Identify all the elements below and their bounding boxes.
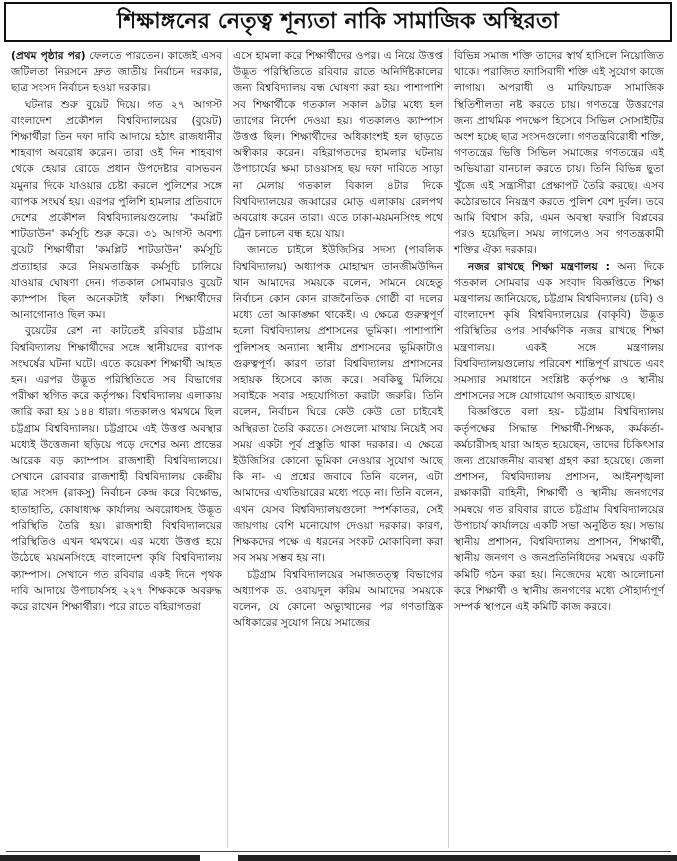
paragraph bbox=[454, 404, 664, 615]
article-body bbox=[6, 48, 671, 848]
paragraph bbox=[233, 567, 443, 632]
column-3 bbox=[448, 48, 669, 848]
paragraph bbox=[454, 48, 664, 259]
paragraph bbox=[11, 323, 222, 615]
paragraph-text: অন্য দিকে গতকাল সোমবার এক সংবাদ বিজ্ঞপ্তিতে শিক্ষা মন্ত্রণালয় জানিয়েছে, চট্টগ্রাম বিশ্ববিদ্যালয় (চবি) ও বাংলাদেশ কৃষি বিশ্ববিদ্যালয়ের (বাকৃবি) উদ্ভূত পরিস্থিতির ওপর সার্বক্ষণিক নজর রাখছে শিক্ষা মন্ত্রণালয়। একই সঙ্গে মন্ত্রণালয় বিশ্ববিদ্যালয়গুলোয় পরিবেশ শান্তিপূর্ণ রাখতে এবং সমস্যার সমাধানে সংশ্লিষ্ট কর্তৃপক্ষ ও স্থানীয় প্রশাসনের সঙ্গে যোগাযোগ অব্যাহত রাখছে। bbox=[454, 260, 664, 403]
bottom-rule bbox=[6, 851, 671, 852]
footer-bar-left bbox=[0, 855, 200, 861]
paragraph bbox=[233, 242, 443, 566]
headline-box bbox=[4, 2, 672, 42]
paragraph-text: বুয়েটের রেশ না কাটতেই রবিবার চট্টগ্রাম বিশ্ববিদ্যালয় শিক্ষার্থীদের সঙ্গে স্থানীয়দের ব্যাপক সংঘর্ষের ঘটনা ঘটে। এতে কয়েকশ শিক্ষার্থী আহত হন। এরপর উদ্ভূত পরিস্থিতিতে সব বিভাগের পরীক্ষা স্থগিত করে কর্তৃপক্ষ। বিশ্ববিদ্যালয় এলাকায় জারি করা হয় ১৪৪ ধারা। গতকালও থমথমে ছিল চট্টগ্রাম বিশ্ববিদ্যালয়। চট্টগ্রামে এই উত্তপ্ত অবস্থার মধ্যেই উত্তেজনা ছড়িয়ে পড়ে দেশের অন্য প্রান্তের আরেক বড় ক্যাম্পাস রাজশাহী বিশ্ববিদ্যালয়ে। সেখানে রোববার রাজশাহী বিশ্ববিদ্যালয় কেন্দ্রীয় ছাত্র সংসদ (রাকসু) নির্বাচন কেন্দ্র করে বিক্ষোভ, হাতাহাতি, কোষাধ্যক্ষ কার্যালয় অবরোধসহ উদ্ভূত পরিস্থিতি তৈরি হয়। রাজশাহী বিশ্ববিদ্যালয়ের পরিস্থিতিও এখন থমথমে। এর মধ্যে উত্তপ্ত হয়ে উঠেছে ময়মনসিংহে বাংলাদেশ কৃষি বিশ্ববিদ্যালয় ক্যাম্পাস। সেখানে গত রবিবার একই দিনে পৃথক দাবি আদায়ে উপাচার্যসহ ২২৭ শিক্ষককে অবরুদ্ধ করে রাখেন শিক্ষার্থীরা। পরে রাতে বহিরাগতরা bbox=[11, 325, 222, 613]
column-1 bbox=[6, 48, 227, 848]
paragraph-text: ফেলতে পারতেন। কাজেই এসব জটিলতা নিরসনে দ্রুত জাতীয় নির্বাচন দরকার, ছাত্র সংসদ নির্বাচন হওয়া দরকার। bbox=[11, 50, 222, 95]
headline: শিক্ষাঙ্গনের নেতৃত্ব শূন্যতা নাকি সামাজিক অস্থিরতা bbox=[116, 7, 560, 34]
paragraph bbox=[11, 97, 222, 324]
subheading: নজর রাখছে শিক্ষা মন্ত্রণালয় : bbox=[468, 260, 610, 273]
continuation-marker: (প্রথম পৃষ্ঠার পর) bbox=[11, 50, 86, 62]
page-footer-bars bbox=[0, 853, 677, 861]
column-2 bbox=[227, 48, 448, 848]
paragraph-text: বিজ্ঞপ্তিতে বলা হয়- চট্টগ্রাম বিশ্ববিদ্যালয় কর্তৃপক্ষের সিদ্ধান্ত শিক্ষার্থী-শিক্ষক, কর্মকর্তা-কর্মচারীসহ যারা আহত হয়েছেন, তাদের চিকিৎসার জন্য প্রয়োজনীয় ব্যবস্থা গ্রহণ করা হয়েছে। জেলা প্রশাসন, বিশ্ববিদ্যালয় প্রশাসন, আইনশৃঙ্খলা রক্ষাকারী বাহিনী, শিক্ষার্থী ও স্থানীয় জনগণের সমন্বয়ে গত রবিবার রাতে চট্টগ্রাম বিশ্ববিদ্যালয়ের উপাচার্য কার্যালয়ে একটি সভা অনুষ্ঠিত হয়। সভায় স্থানীয় প্রশাসন, বিশ্ববিদ্যালয় প্রশাসন, শিক্ষার্থী, স্থানীয় জনগণ ও জনপ্রতিনিধিদের সমন্বয়ে একটি কমিটি গঠন করা হয়। নিজেদের মধ্যে আলোচনা করে শিক্ষার্থী ও স্থানীয় জনগণের মধ্যে সৌহার্দ্যপূর্ণ সম্পর্ক স্থাপনে এই কমিটি কাজ করবে। bbox=[454, 406, 664, 613]
footer-bar-right bbox=[238, 855, 677, 861]
paragraph-text: জানতে চাইলে ইউজিসির সদস্য (পাবলিক বিশ্ববিদ্যালয়) অধ্যাপক মোহাম্মদ তানজীমউদ্দিন খান আমাদের সময়কে বলেন, সামনে যেহেতু নির্বাচন কোন কোন রাজনৈতিক গোষ্ঠী বা দলের মধ্যে তো আকাঙ্ক্ষা থাকেই। এ ক্ষেত্রে গুরুত্বপূর্ণ হলো বিশ্ববিদ্যালয় প্রশাসনের ভূমিকা। পাশাপাশি পুলিশসহ অন্যান্য স্থানীয় প্রশাসনের ভূমিকাটাও গুরুত্বপূর্ণ। কারণ তারা বিশ্ববিদ্যালয় প্রশাসনের সহায়ক হিসেবে কাজ করে। সবকিছু মিলিয়ে সবাইকে সবার সহযোগিতা করাটা জরুরি। তিনি বলেন, নির্বাচন ঘিরে কেউ কেউ তো চাইবেই অস্থিরতা তৈরি করতে। সেগুলো মাথায় নিয়েই সব সময় একটা পূর্ব প্রস্তুতি থাকা দরকার। এ ক্ষেত্রে ইউজিসির কোনো ভূমিকা নেওয়ার সুযোগ আছে কি না- এ প্রশ্নের জবাবে তিনি বলেন, এটা আমাদের এখতিয়ারের মধ্যে পড়ে না। তিনি বলেন, এখন যেসব বিশ্ববিদ্যালয়গুলো স্পর্শকাতর, সেই জায়গায় বেশি মনোযোগ দেওয়া দরকার। কারণ, শিক্ষকদের পক্ষে এ ধরনের সংকট মোকাবিলা করা সব সময় সম্ভব হয় না। bbox=[233, 244, 443, 565]
paragraph-text: বিভিন্ন সমাজ শক্তি তাদের স্বার্থ হাসিলে নিয়োজিত থাকে। পরাজিত ফ্যাসিবাদী শক্তি এই সুযোগ কাজে লাগায়। অপরাধী ও মাফিয়াচক্র সামাজিক স্থিতিশীলতা নষ্ট করতে চায়। গণতন্ত্রে উত্তরণের জন্য প্রাথমিক পদক্ষেপ হিসেবে সিভিল সোসাইটির অংশ হচ্ছে ছাত্র সংসদগুলো। গণতন্ত্রবিরোধী শক্তি, গণতন্ত্রের ভিত্তি সিভিল সমাজের গণতন্ত্রের এই অভিযাত্রা বানচাল করতে চায়। তিনি বিভিন্ন ছুতা খুঁজে এই সন্ত্রাসীরা প্রেক্ষাপট তৈরি করছে। এসব কঠোরভাবে নিয়ন্ত্রণ করতে পুলিশ বেশ দুর্বল। তবে আমি বিশ্বাস করি, এমন অবস্থা ফরাসি বিপ্লবের পরও হয়েছিল। সময় লাগলেও সব গণতন্ত্রকামী শক্তির ঐক্য দরকার। bbox=[454, 50, 664, 257]
paragraph bbox=[233, 48, 443, 242]
paragraph bbox=[11, 48, 222, 97]
paragraph-text: ঘটনার শুরু বুয়েট দিয়ে। গত ২৭ আগস্ট বাংলাদেশ প্রকৌশল বিশ্ববিদ্যালয়ের (বুয়েট) শিক্ষার্থীরা তিন দফা দাবি আদায়ে হঠাৎ রাজধানীর শাহবাগ অবরোধ করেন। তারা ওই দিন শাহবাগ থেকে হেয়ার রোডে প্রধান উপদেষ্টার বাসভবন যমুনার দিকে যাওয়ার চেষ্টা করলে পুলিশের সঙ্গে ব্যাপক সংঘর্ষ হয়। এরপর পুলিশি হামলার প্রতিবাদে দেশের প্রকৌশল বিশ্ববিদ্যালয়গুলোয় 'কমপ্লিট শাটডাউন' কর্মসূচি শুরু করে। ৩১ আগস্ট অবশ্য বুয়েট শিক্ষার্থীরা 'কমপ্লিট শাটডাউন' কর্মসূচি প্রত্যাহার করে নিয়মতান্ত্রিক কর্মসূচি চালিয়ে যাওয়ার ঘোষণা দেন। গতকাল সোমবারও বুয়েট ক্যাম্পাস ছিল অনেকটাই ফাঁকা। শিক্ষার্থীদের আনাগোনাও ছিল কম। bbox=[11, 98, 222, 322]
paragraph-text: চট্টগ্রাম বিশ্ববিদ্যালয়ের সমাজতত্ত্ব বিভাগের অধ্যাপক ড. ওবায়দুল করিম আমাদের সময়কে বলেন, যে কোনো অভ্যুত্থানের পর গণতান্ত্রিক অধিকারের সুযোগ নিয়ে সমাজের bbox=[233, 568, 443, 630]
paragraph-text: এসে হামলা করে শিক্ষার্থীদের ওপর। এ নিয়ে উত্তপ্ত উদ্ভূত পরিস্থিতিতে রবিবার রাতে অনির্দিষ্টকালের জন্য বিশ্ববিদ্যালয় বন্ধ ঘোষণা করা হয়। পাশাপাশি সব শিক্ষার্থীকে গতকাল সকাল ৯টার মধ্যে হল ত্যাগের নির্দেশ দেওয়া হয়। গতকালও ক্যাম্পাস উত্তপ্ত ছিল। শিক্ষার্থীদের অধিকাংশই হল ছাড়তে অস্বীকার করেন। বহিরাগতদের হামলার ঘটনায় উপাচার্যের ক্ষমা চাওয়াসহ ছয় দফা দাবিতে সাড়া না মেলায় গতকাল বিকাল ৪টার দিকে বিশ্ববিদ্যালয়ের জব্বারের মোড় এলাকায় রেলপথ অবরোধ করেন তারা। এতে ঢাকা-ময়মনসিংহ পথে ট্রেন চলাচল বন্ধ হয়ে যায়। bbox=[233, 50, 443, 241]
paragraph bbox=[454, 259, 664, 405]
